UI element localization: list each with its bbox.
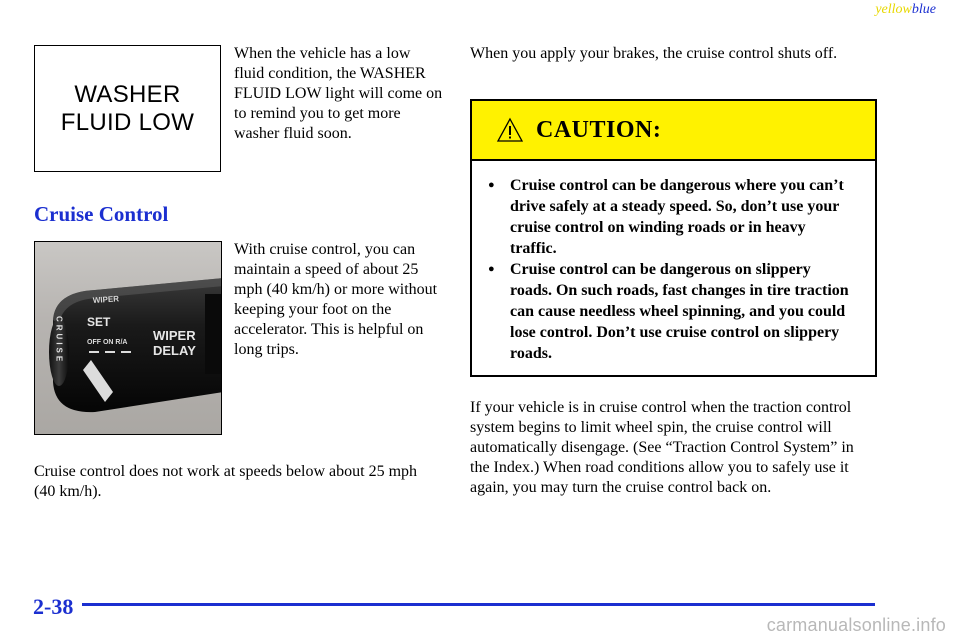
- caution-box: [470, 99, 877, 377]
- stalk-label-wiper-top: WIPER: [153, 328, 196, 343]
- indicator-line-1: WASHER: [74, 80, 181, 108]
- washer-fluid-low-indicator: [34, 45, 221, 172]
- caution-header: [472, 101, 875, 161]
- brake-paragraph: When you apply your brakes, the cruise control shuts off.: [470, 45, 838, 62]
- caution-list: [472, 161, 875, 364]
- cruise-intro-paragraph: With cruise control, you can maintain a speed of about 25 mph (40 km/h) or more without keeping your foot on the accelerator. This is helpful on long trips.: [234, 241, 438, 358]
- corner-yellow-label: yellow: [875, 2, 912, 17]
- stalk-illustration: [35, 242, 222, 435]
- color-proof-label: [875, 2, 936, 18]
- traction-control-paragraph: If your vehicle is in cruise control when the traction control system begins to limit wheel spin, the cruise control will automatically disengage. (See “Traction Control System” in the Index.) When road conditions allow you to safely use it again, you may turn the cruise control back on.: [470, 399, 854, 496]
- stalk-label-set: SET: [87, 315, 111, 329]
- stalk-label-cruise: CRUISE: [54, 316, 64, 365]
- stalk-label-delay: DELAY: [153, 343, 196, 358]
- washer-fluid-paragraph: When the vehicle has a low fluid condition, the WASHER FLUID LOW light will come on to remind you to get more washer fluid soon.: [234, 45, 443, 142]
- caution-item: ● Cruise control can be dangerous where you can’t drive safely at a steady speed. So, don’t use your cruise control on winding roads or in heavy traffic.: [508, 175, 855, 259]
- stalk-label-wiper: WIPER: [92, 294, 120, 305]
- warning-triangle-icon: [496, 117, 524, 143]
- speed-limit-paragraph: Cruise control does not work at speeds below about 25 mph (40 km/h).: [34, 463, 418, 500]
- section-heading: Cruise Control: [34, 202, 169, 226]
- site-watermark: carmanualsonline.info: [766, 615, 946, 635]
- indicator-line-2: FLUID LOW: [60, 108, 195, 136]
- cruise-control-stalk-photo: [34, 241, 222, 435]
- footer-rule: [82, 603, 875, 606]
- page-number: 2-38: [33, 594, 74, 619]
- caution-title: CAUTION:: [536, 116, 662, 143]
- caution-item: ● Cruise control can be dangerous on slippery roads. On such roads, fast changes in tire traction can cause needless wheel spinning, and you could lose control. Don’t use cruise control on slippery roads.: [508, 259, 855, 364]
- corner-blue-label: blue: [911, 2, 936, 17]
- stalk-label-off-on-ra: OFF ON R/A: [87, 339, 128, 346]
